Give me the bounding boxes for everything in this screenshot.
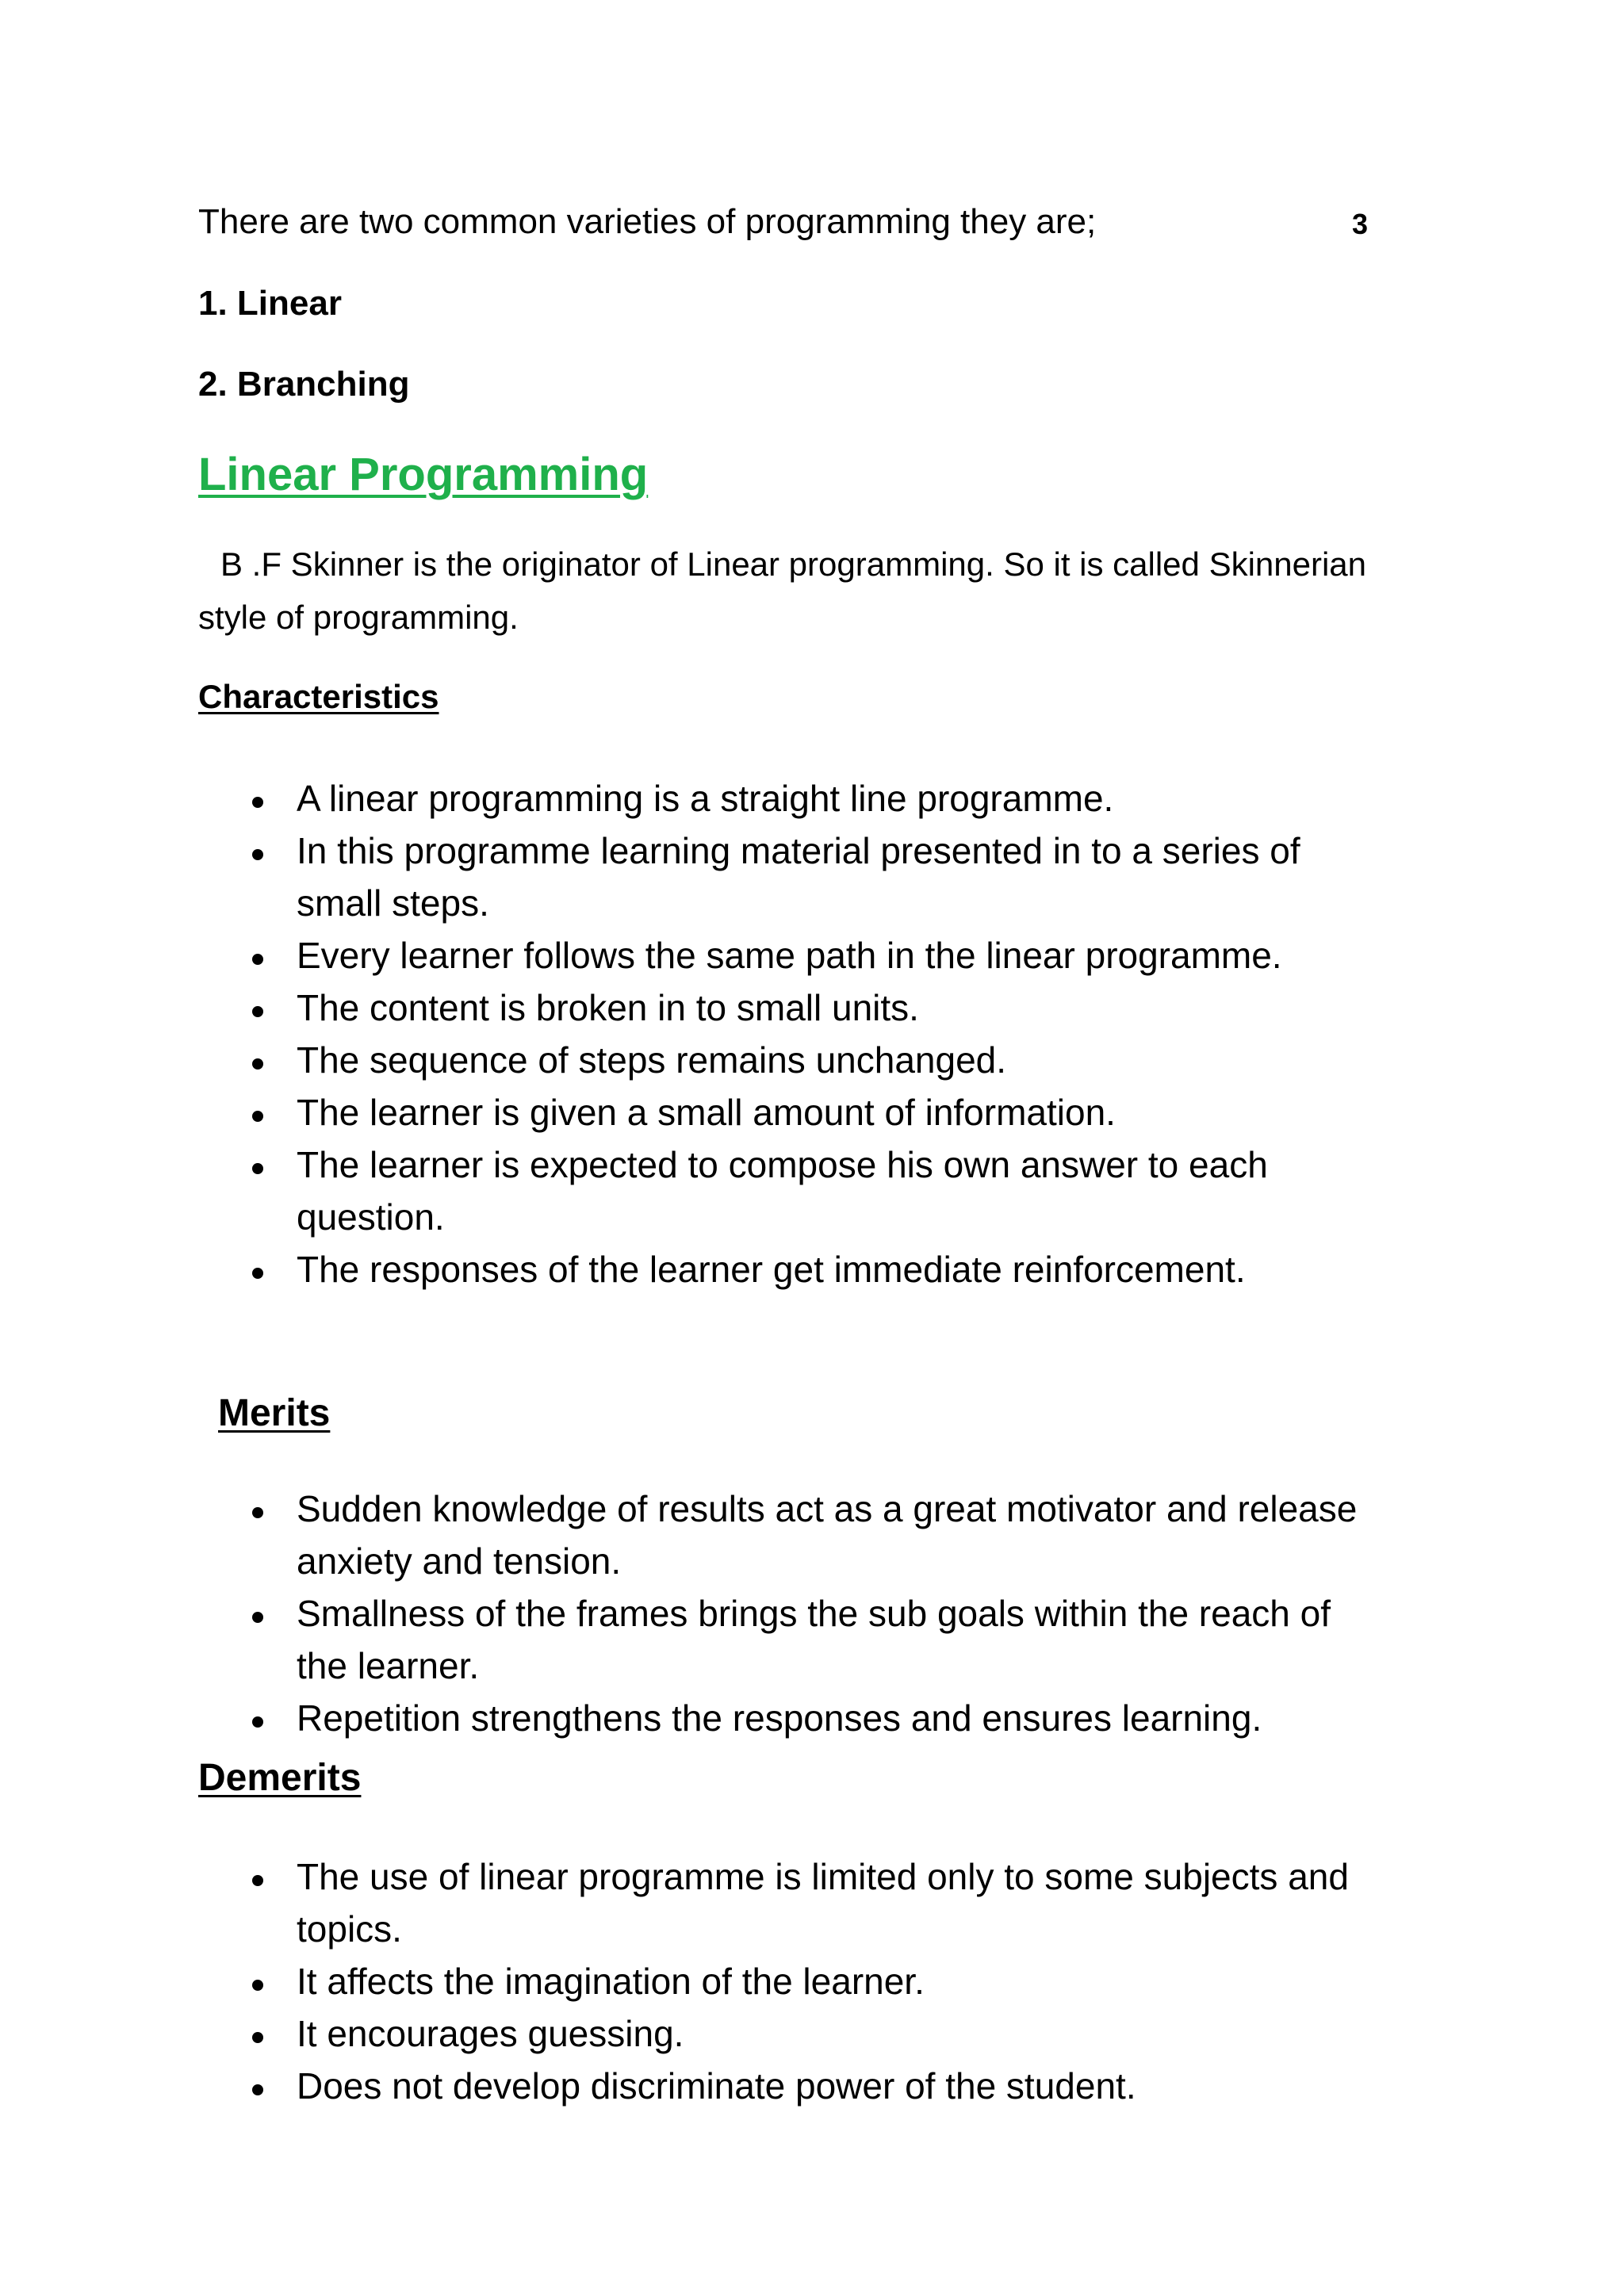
page-number: 3: [1352, 208, 1369, 240]
merits-heading: Merits: [218, 1392, 331, 1434]
characteristics-item-text: A linear programming is a straight line programme.: [297, 778, 1114, 819]
merits-item-text: the learner.: [297, 1645, 480, 1686]
demerits-heading: Demerits: [198, 1757, 362, 1799]
characteristics-item-text: Every learner follows the same path in the linear programme.: [297, 935, 1282, 976]
bullet-icon: [252, 1980, 263, 1991]
merits-item-text: anxiety and tension.: [297, 1540, 622, 1582]
characteristics-item-text: question.: [297, 1196, 445, 1238]
characteristics-item-text: The learner is expected to compose his own answer to each: [297, 1144, 1268, 1185]
intro-paragraph-line: B .F Skinner is the originator of Linear programming. So it is called Skinnerian: [220, 545, 1367, 583]
characteristics-item-text: The sequence of steps remains unchanged.: [297, 1039, 1007, 1081]
bullet-icon: [252, 2084, 263, 2095]
characteristics-item-text: The responses of the learner get immediate reinforcement.: [297, 1249, 1246, 1290]
demerits-item-text: Does not develop discriminate power of the student.: [297, 2065, 1136, 2107]
demerits-item-text: The use of linear programme is limited only to some subjects and: [297, 1856, 1349, 1897]
characteristics-item-text: small steps.: [297, 882, 489, 924]
demerits-item-text: It affects the imagination of the learner.: [297, 1961, 925, 2002]
demerits-item-text: topics.: [297, 1908, 402, 1950]
bullet-icon: [252, 1875, 263, 1886]
characteristics-item-text: In this programme learning material presented in to a series of: [297, 830, 1300, 871]
demerits-item-text: It encourages guessing.: [297, 2013, 684, 2054]
merits-item-text: Repetition strengthens the responses and ensures learning.: [297, 1697, 1262, 1739]
characteristics-heading: Characteristics: [198, 678, 439, 715]
numbered-list-item-linear: 1. Linear: [198, 284, 342, 323]
bullet-icon: [252, 2032, 263, 2043]
intro-sentence: There are two common varieties of programming they are;: [198, 202, 1097, 241]
characteristics-item-text: The content is broken in to small units.: [297, 987, 919, 1028]
merits-item-text: Smallness of the frames brings the sub goals within the reach of: [297, 1593, 1331, 1634]
numbered-list-item-branching: 2. Branching: [198, 365, 410, 404]
characteristics-item-text: The learner is given a small amount of information.: [297, 1092, 1116, 1133]
intro-paragraph-line: style of programming.: [198, 599, 519, 636]
merits-item-text: Sudden knowledge of results act as a great motivator and release: [297, 1488, 1358, 1529]
section-title: Linear Programming: [198, 449, 649, 500]
